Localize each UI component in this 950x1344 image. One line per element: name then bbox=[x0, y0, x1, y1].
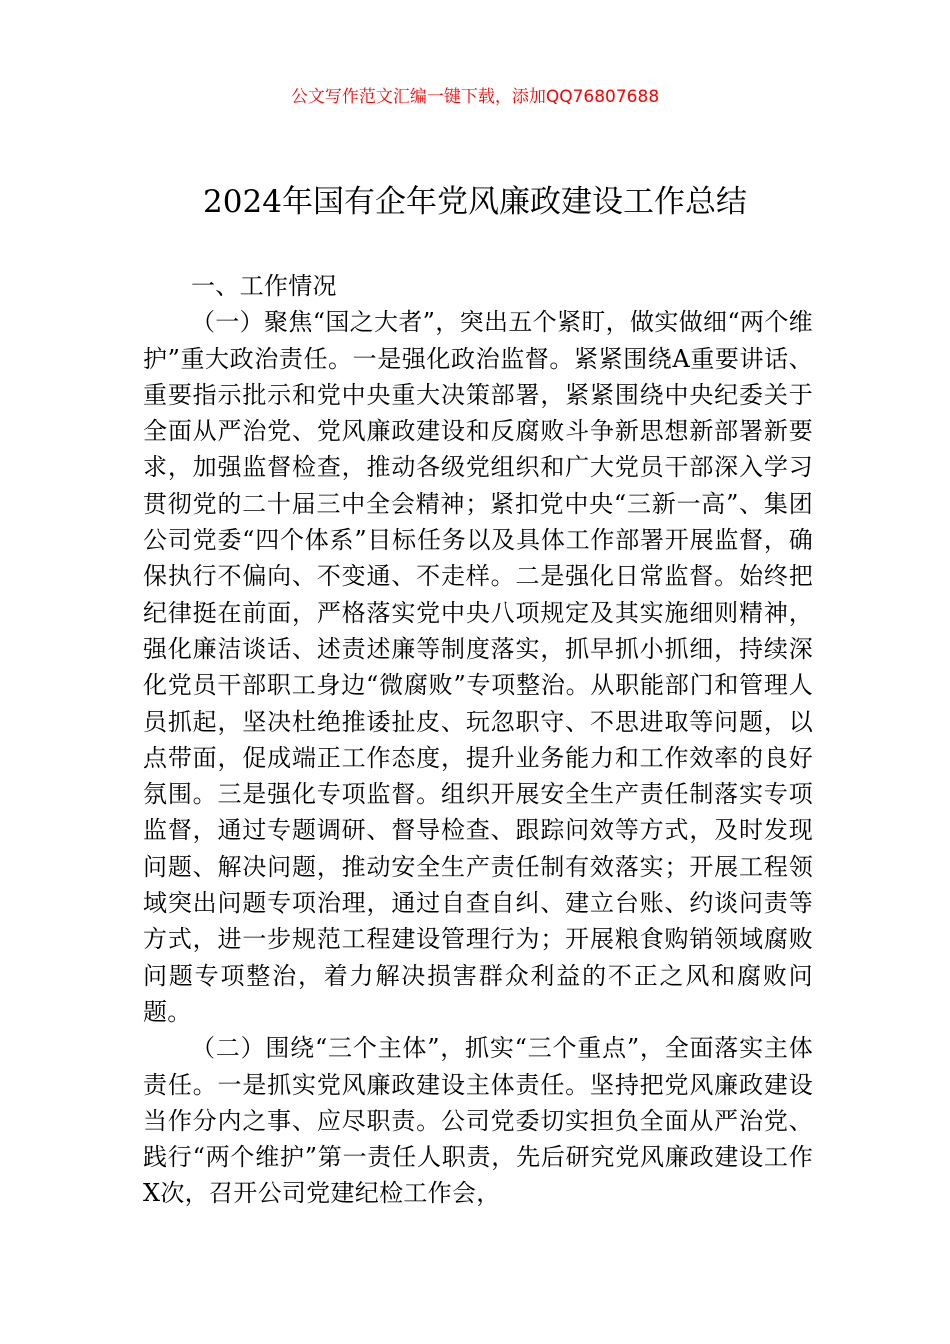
body-paragraph-1: （一）聚焦“国之大者”，突出五个紧盯，做实做细“两个维护”重大政治责任。一是强化政治监督。紧紧围绕A重要讲话、重要指示批示和党中央重大决策部署，紧紧围绕中央纪委关于全面从严治党、党风廉政建设和反腐败斗争新思想新部署新要求，加强监督检查，推动各级党组织和广大党员干部深入学习贯彻党的二十届三中全会精神；紧扣党中央“三新一高”、集团公司党委“四个体系”目标任务以及具体工作部署开展监督，确保执行不偏向、不变通、不走样。二是强化日常监督。始终把纪律挺在前面，严格落实党中央八项规定及其实施细则精神，强化廉洁谈话、述责述廉等制度落实，抓早抓小抓细，持续深化党员干部职工身边“微腐败”专项整治。从职能部门和管理人员抓起，坚决杜绝推诿扯皮、玩忽职守、不思进取等问题，以点带面，促成端正工作态度，提升业务能力和工作效率的良好氛围。三是强化专项监督。组织开展安全生产责任制落实专项监督，通过专题调研、督导检查、跟踪问效等方式，及时发现问题、解决问题，推动安全生产责任制有效落实；开展工程领域突出问题专项治理，通过自查自纠、建立台账、约谈问责等方式，进一步规范工程建设管理行为；开展粮食购销领域腐败问题专项整治，着力解决损害群众利益的不正之风和腐败问题。 bbox=[143, 308, 813, 1026]
body-paragraph-2: （二）围绕“三个主体”，抓实“三个重点”，全面落实主体责任。一是抓实党风廉政建设主体责任。坚持把党风廉政建设当作分内之事、应尽职责。公司党委切实担负全面从严治党、践行“两个维护”第一责任人职责，先后研究党风廉政建设工作X次，召开公司党建纪检工作会， bbox=[143, 1034, 813, 1208]
document-title: 2024年国有企年党风廉政建设工作总结 bbox=[203, 184, 747, 220]
download-promo-note: 公文写作范文汇编一键下载，添加QQ76807688 bbox=[290, 87, 660, 107]
document-body bbox=[143, 268, 813, 1212]
section-heading: 一、工作情况 bbox=[191, 272, 337, 300]
